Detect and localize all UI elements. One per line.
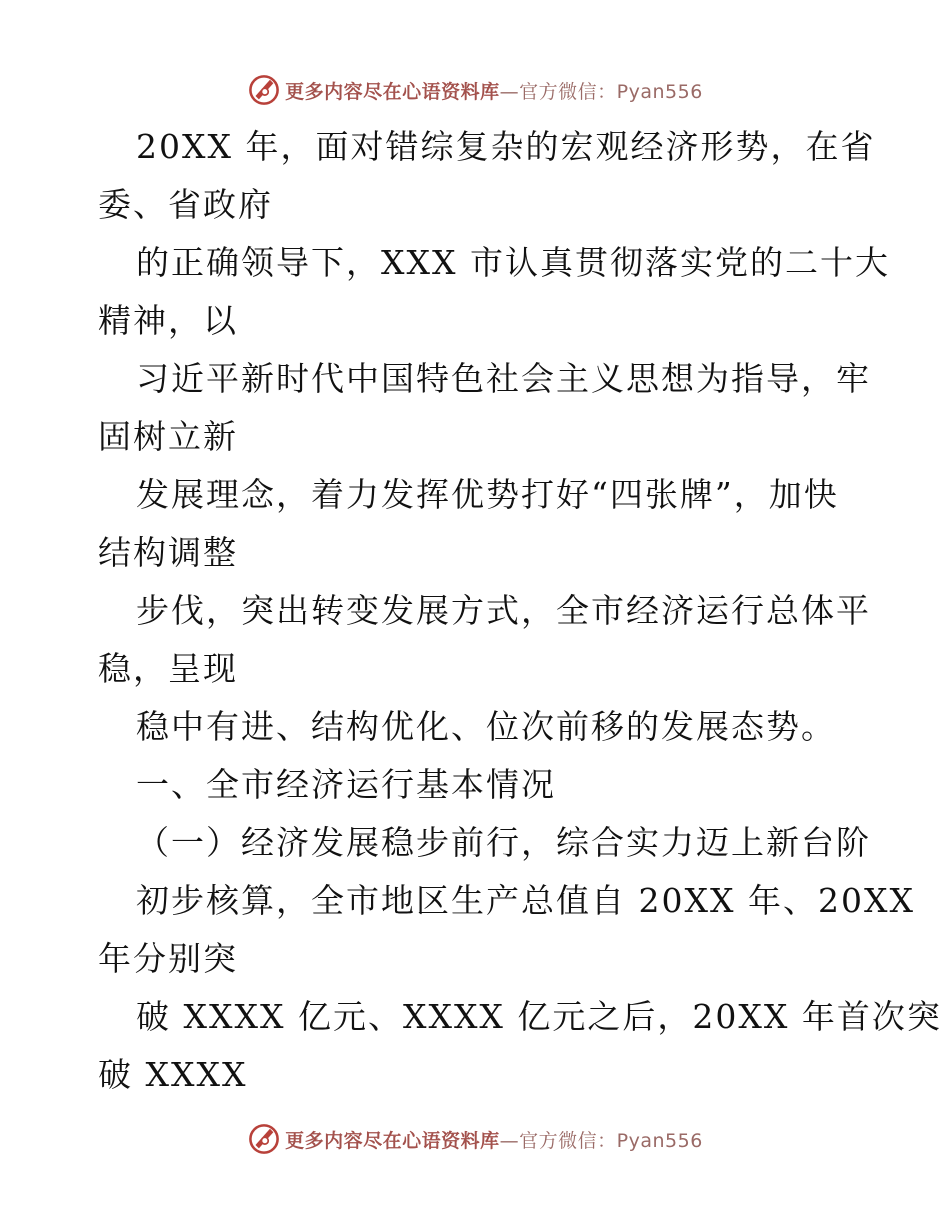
subsection-heading: （一）经济发展稳步前行，综合实力迈上新台阶: [136, 823, 871, 862]
paragraph-line: 的正确领导下，XXX 市认真贯彻落实党的二十大: [136, 243, 890, 282]
paragraph-line: 精神，以: [98, 301, 238, 340]
paragraph-line: 步伐，突出转变发展方式，全市经济运行总体平: [136, 591, 871, 630]
paragraph-line: 习近平新时代中国特色社会主义思想为指导，牢: [136, 359, 871, 398]
paragraph-line: 20XX 年，面对错综复杂的宏观经济形势，在省: [136, 127, 876, 166]
document-body: [98, 118, 942, 1104]
paragraph-line: 发展理念，着力发挥优势打好“四张牌”，加快: [136, 475, 839, 514]
paragraph-line: 固树立新: [98, 417, 238, 456]
paragraph-line: 破 XXXX: [98, 1055, 248, 1094]
watermark-brand: 更多内容尽在心语资料库: [285, 80, 500, 103]
paragraph-line: 稳，呈现: [98, 649, 238, 688]
paragraph-line: 结构调整: [98, 533, 238, 572]
logo-icon: [247, 1122, 281, 1156]
watermark-dash: —: [499, 1129, 520, 1152]
watermark-text: [285, 1126, 703, 1153]
footer-watermark: [0, 1117, 950, 1161]
section-heading: 一、全市经济运行基本情况: [136, 765, 556, 804]
watermark-text: [285, 77, 703, 104]
logo-icon: [247, 73, 281, 107]
watermark-contact: 官方微信：Pyan556: [519, 80, 703, 103]
paragraph-line: 破 XXXX 亿元、XXXX 亿元之后，20XX 年首次突: [136, 997, 942, 1036]
paragraph-line: 年分别突: [98, 939, 238, 978]
paragraph-line: 稳中有进、结构优化、位次前移的发展态势。: [136, 707, 836, 746]
watermark-brand: 更多内容尽在心语资料库: [285, 1129, 500, 1152]
watermark-contact: 官方微信：Pyan556: [519, 1129, 703, 1152]
watermark-dash: —: [499, 80, 520, 103]
header-watermark: [0, 68, 950, 112]
paragraph-line: 委、省政府: [98, 185, 273, 224]
paragraph-line: 初步核算，全市地区生产总值自 20XX 年、20XX: [136, 881, 915, 920]
